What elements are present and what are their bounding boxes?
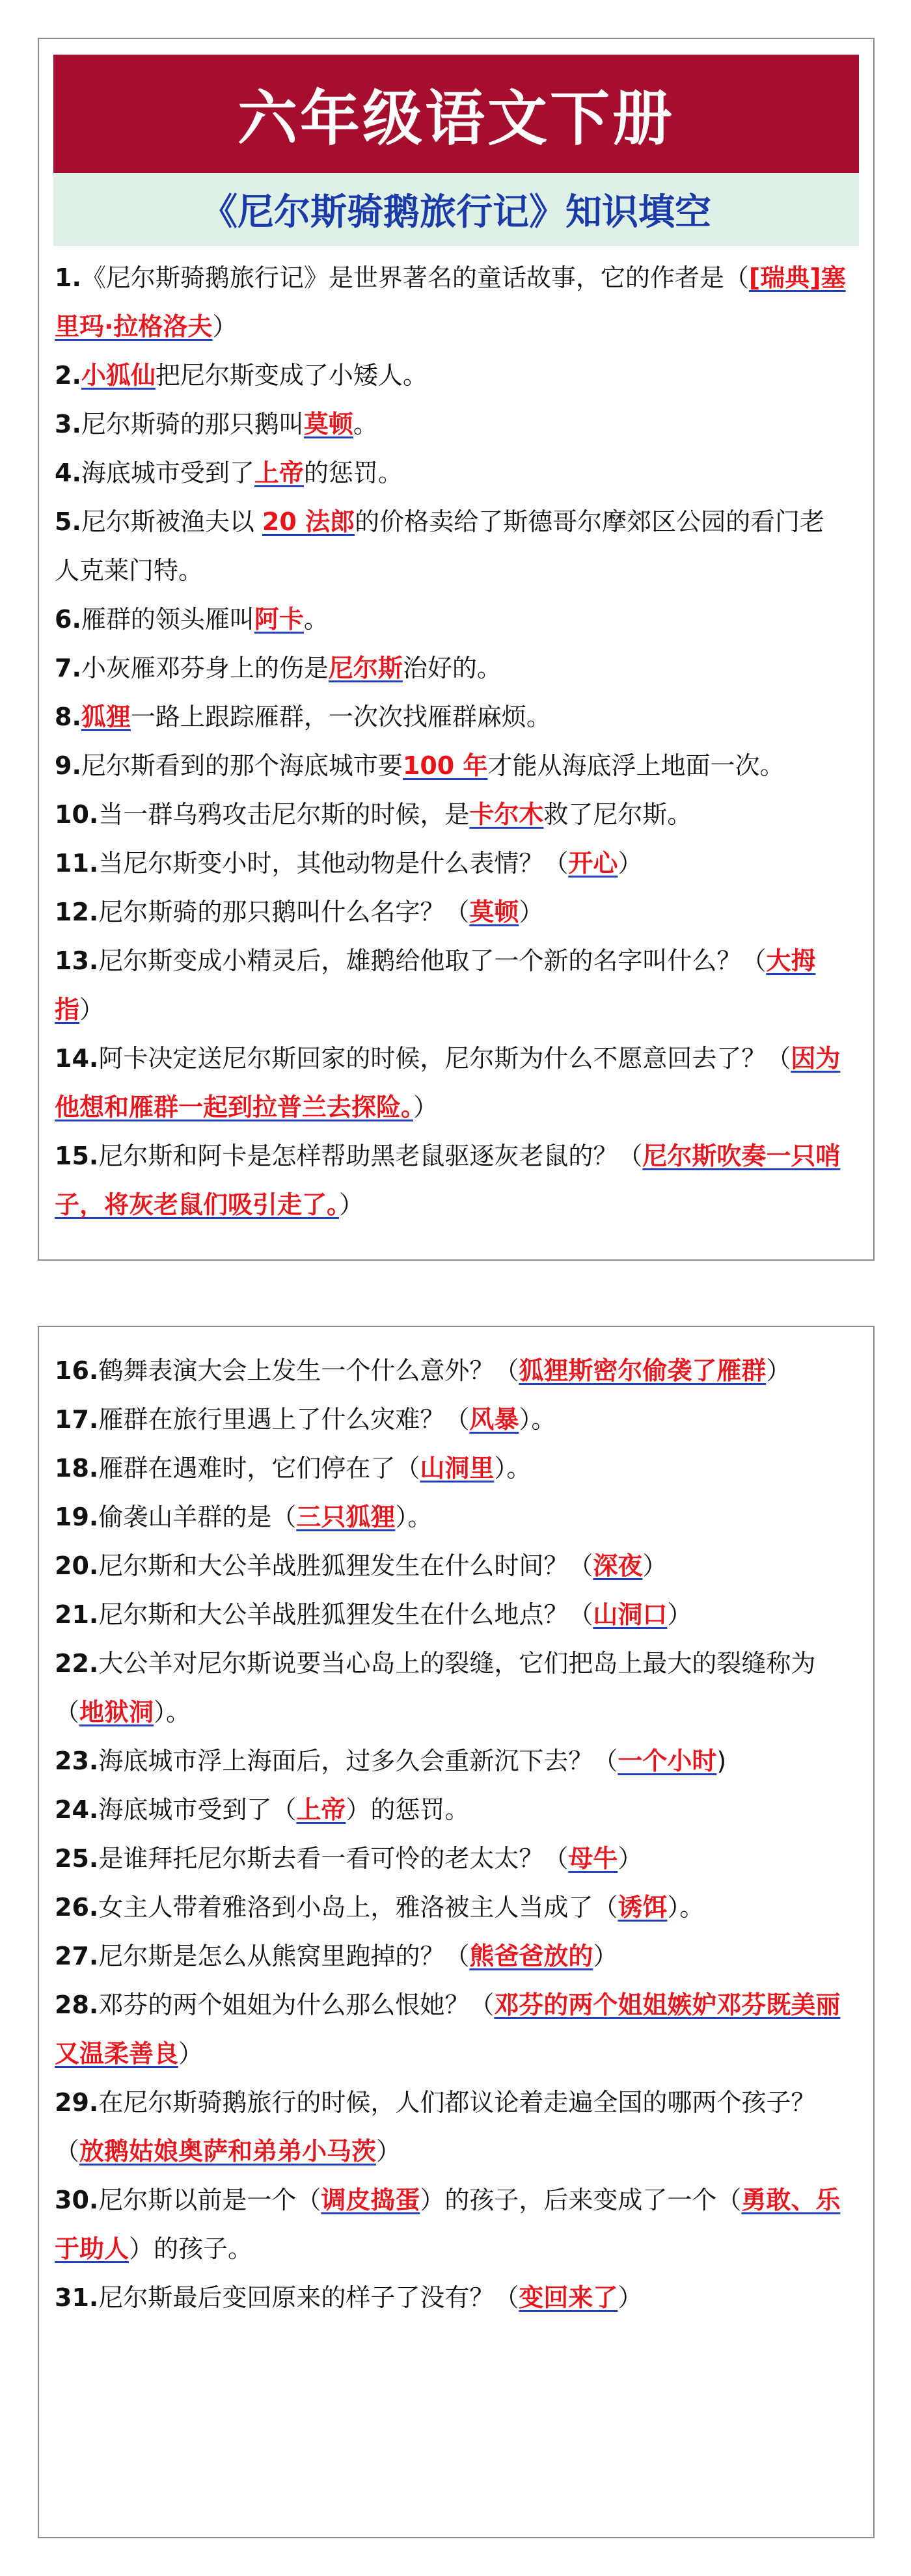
answer-text: 大拇指	[55, 946, 816, 1024]
answer-text: 莫顿	[469, 898, 519, 926]
question-text: 尼尔斯和阿卡是怎样帮助黑老鼠驱逐灰老鼠的？（	[98, 1142, 643, 1170]
question-number: 8.	[55, 703, 81, 731]
worksheet-page-2	[38, 1326, 875, 2538]
answer-text: 100 年	[402, 751, 488, 780]
question-item	[55, 937, 847, 1034]
question-text: 尼尔斯看到的那个海底城市要	[81, 751, 403, 780]
answer-text: 变回来了	[519, 2283, 618, 2312]
question-number: 29.	[55, 2088, 99, 2117]
question-item	[55, 644, 847, 693]
question-item	[55, 595, 847, 644]
question-text: 当一群乌鸦攻击尼尔斯的时候，是	[98, 800, 470, 829]
question-number: 22.	[55, 1649, 99, 1678]
answer-text: 小狐仙	[81, 361, 156, 390]
question-text: ）	[618, 2283, 643, 2312]
question-number: 6.	[55, 605, 81, 634]
question-text: 尼尔斯骑的那只鹅叫	[81, 410, 304, 438]
question-text: ）的孩子。	[129, 2234, 253, 2263]
question-text: 海底城市受到了（	[98, 1795, 297, 1824]
answer-text: 莫顿	[303, 410, 353, 438]
question-item	[55, 1132, 847, 1229]
answer-text: 地狱洞	[79, 1698, 154, 1726]
question-text: ）	[519, 898, 544, 926]
question-number: 27.	[55, 1942, 99, 1970]
question-text: 。	[303, 605, 329, 634]
question-text: ）。	[494, 1454, 532, 1483]
question-item	[55, 449, 847, 498]
question-item	[55, 839, 847, 888]
worksheet-page-1	[38, 38, 875, 1261]
question-text: ）	[766, 1356, 791, 1385]
question-text: 偷袭山羊群的是（	[98, 1503, 297, 1531]
question-text: 雁群在遇难时，它们停在了（	[98, 1454, 420, 1483]
answer-text: 卡尔木	[469, 800, 544, 829]
question-number: 11.	[55, 849, 99, 878]
answer-text: 上帝	[254, 459, 304, 487]
question-item	[55, 1786, 847, 1834]
question-text: ）的惩罚。	[346, 1795, 470, 1824]
question-item	[55, 1347, 847, 1395]
question-text: ）	[178, 2039, 204, 2068]
answer-text: 勇敢、乐于助人	[55, 2186, 841, 2263]
question-text: 当尼尔斯变小时，其他动物是什么表情？（	[98, 849, 569, 878]
answer-text: 狐狸	[81, 703, 131, 731]
question-number: 16.	[55, 1356, 99, 1385]
question-text: 的价格卖给了斯德哥尔摩郊区公园的看门老人克莱门特。	[55, 507, 825, 585]
question-text: （	[55, 2137, 80, 2166]
question-text: ）	[667, 1600, 692, 1629]
answer-text: [瑞典]塞里玛·拉格洛夫	[55, 263, 846, 341]
question-text: 《尼尔斯骑鹅旅行记》是世界著名的童话故事，它的作者是（	[81, 263, 749, 292]
answer-text: 阿卡	[254, 605, 304, 634]
question-number: 2.	[55, 361, 81, 390]
answer-text: 狐狸斯密尔偷袭了雁群	[519, 1356, 767, 1385]
question-text: ）	[618, 849, 643, 878]
question-text: ）	[212, 312, 238, 341]
question-text: ）	[618, 1844, 643, 1873]
question-text: 雁群在旅行里遇上了什么灾难？（	[98, 1405, 470, 1434]
question-number: 30.	[55, 2186, 99, 2214]
answer-text: 风暴	[469, 1405, 519, 1434]
question-text: 鹤舞表演大会上发生一个什么意外？（	[98, 1356, 519, 1385]
question-text: 尼尔斯以前是一个（	[98, 2186, 321, 2214]
question-text: 救了尼尔斯。	[543, 800, 692, 829]
question-text: 小灰雁邓芬身上的伤是	[81, 654, 329, 682]
question-number: 17.	[55, 1405, 99, 1434]
question-text: 尼尔斯变成小精灵后，雄鹅给他取了一个新的名字叫什么？（	[98, 946, 767, 975]
question-number: 23.	[55, 1747, 99, 1775]
question-item	[55, 790, 847, 839]
question-text: ）的孩子，后来变成了一个（	[420, 2186, 742, 2214]
question-item	[55, 1639, 847, 1737]
question-item	[55, 742, 847, 790]
answer-text: 母牛	[568, 1844, 618, 1873]
question-item	[55, 254, 847, 351]
question-text: ）	[593, 1942, 618, 1970]
question-number: 19.	[55, 1503, 99, 1531]
question-number: 31.	[55, 2283, 99, 2312]
question-text: ）	[79, 995, 105, 1024]
answer-text: 尼尔斯吹奏一只哨子，将灰老鼠们吸引走了。	[55, 1142, 841, 1219]
question-text: 尼尔斯最后变回原来的样子了没有？（	[98, 2283, 519, 2312]
question-number: 20.	[55, 1551, 99, 1580]
answer-text: 20 法郎	[262, 507, 355, 536]
question-text: 是谁拜托尼尔斯去看一看可怜的老太太？（	[98, 1844, 569, 1873]
question-item	[55, 1737, 847, 1786]
question-number: 26.	[55, 1893, 99, 1922]
question-item	[55, 1542, 847, 1590]
question-number: 10.	[55, 800, 99, 829]
question-item	[55, 1444, 847, 1493]
question-item	[55, 1034, 847, 1132]
question-text: 。	[353, 410, 378, 438]
page-title: 六年级语文下册	[53, 55, 859, 173]
question-text: ）。	[395, 1503, 433, 1531]
question-item	[55, 400, 847, 449]
question-item	[55, 1981, 847, 2078]
question-item	[55, 2176, 847, 2274]
answer-text: 尼尔斯	[328, 654, 403, 682]
answer-text: 放鹅姑娘奥萨和弟弟小马茨	[79, 2137, 377, 2166]
question-number: 12.	[55, 898, 99, 926]
question-item	[55, 1834, 847, 1883]
question-number: 24.	[55, 1795, 99, 1824]
question-text: 一路上跟踪雁群，一次次找雁群麻烦。	[130, 703, 551, 731]
question-text: )	[716, 1747, 727, 1775]
question-item	[55, 351, 847, 400]
question-number: 28.	[55, 1991, 99, 2019]
question-list-1	[39, 246, 873, 1229]
question-text: 尼尔斯被渔夫以	[81, 507, 262, 536]
question-item	[55, 1493, 847, 1542]
question-text: 治好的。	[402, 654, 502, 682]
question-text: 海底城市受到了	[81, 459, 254, 487]
question-item	[55, 1395, 847, 1444]
question-text: 尼尔斯和大公羊战胜狐狸发生在什么时间？（	[98, 1551, 593, 1580]
answer-text: 深夜	[593, 1551, 643, 1580]
answer-text: 因为他想和雁群一起到拉普兰去探险。	[55, 1044, 841, 1121]
question-item	[55, 498, 847, 595]
question-text: ）。	[519, 1405, 556, 1434]
question-text: 雁群的领头雁叫	[81, 605, 254, 634]
question-number: 1.	[55, 263, 81, 292]
answer-text: 开心	[568, 849, 618, 878]
question-number: 21.	[55, 1600, 99, 1629]
question-text: ）	[339, 1190, 364, 1219]
question-text: 女主人带着雅洛到小岛上，雅洛被主人当成了（	[98, 1893, 618, 1922]
question-text: ）	[376, 2137, 401, 2166]
question-number: 14.	[55, 1044, 99, 1073]
question-text: ）	[413, 1093, 439, 1121]
question-number: 9.	[55, 751, 81, 780]
question-text: ）。	[154, 1698, 191, 1726]
question-text: 的惩罚。	[303, 459, 403, 487]
question-number: 5.	[55, 507, 81, 536]
question-number: 4.	[55, 459, 81, 487]
question-number: 13.	[55, 946, 99, 975]
question-number: 7.	[55, 654, 81, 682]
question-number: 25.	[55, 1844, 99, 1873]
question-text: 在尼尔斯骑鹅旅行的时候，人们都议论着走遍全国的哪两个孩子？	[98, 2088, 816, 2117]
question-text: ）。	[667, 1893, 705, 1922]
question-text: 大公羊对尼尔斯说要当心岛上的裂缝，它们把岛上最大的裂缝称为（	[55, 1649, 816, 1726]
question-item	[55, 1883, 847, 1932]
question-item	[55, 693, 847, 742]
answer-text: 熊爸爸放的	[469, 1942, 593, 1970]
question-number: 18.	[55, 1454, 99, 1483]
question-text: ）	[642, 1551, 668, 1580]
question-text: 阿卡决定送尼尔斯回家的时候，尼尔斯为什么不愿意回去了？（	[98, 1044, 791, 1073]
question-text: 海底城市浮上海面后，过多久会重新沉下去？（	[98, 1747, 618, 1775]
question-text: 才能从海底浮上地面一次。	[487, 751, 785, 780]
answer-text: 三只狐狸	[296, 1503, 396, 1531]
question-number: 15.	[55, 1142, 99, 1170]
question-item	[55, 2078, 847, 2176]
question-text: 把尼尔斯变成了小矮人。	[155, 361, 428, 390]
answer-text: 诱饵	[618, 1893, 668, 1922]
question-text: 尼尔斯是怎么从熊窝里跑掉的？（	[98, 1942, 470, 1970]
question-item	[55, 1590, 847, 1639]
question-item	[55, 1932, 847, 1981]
answer-text: 邓芬的两个姐姐嫉妒邓芬既美丽又温柔善良	[55, 1991, 841, 2068]
answer-text: 山洞里	[420, 1454, 495, 1483]
question-number: 3.	[55, 410, 81, 438]
question-item	[55, 2274, 847, 2322]
question-text: 邓芬的两个姐姐为什么那么恨她？（	[98, 1991, 495, 2019]
answer-text: 一个小时	[618, 1747, 717, 1775]
answer-text: 上帝	[296, 1795, 346, 1824]
question-list-2	[39, 1327, 873, 2322]
question-text: 尼尔斯和大公羊战胜狐狸发生在什么地点？（	[98, 1600, 593, 1629]
question-text: 尼尔斯骑的那只鹅叫什么名字？（	[98, 898, 470, 926]
answer-text: 调皮捣蛋	[321, 2186, 420, 2214]
answer-text: 山洞口	[593, 1600, 668, 1629]
page-subtitle: 《尼尔斯骑鹅旅行记》知识填空	[53, 173, 859, 246]
question-item	[55, 888, 847, 937]
